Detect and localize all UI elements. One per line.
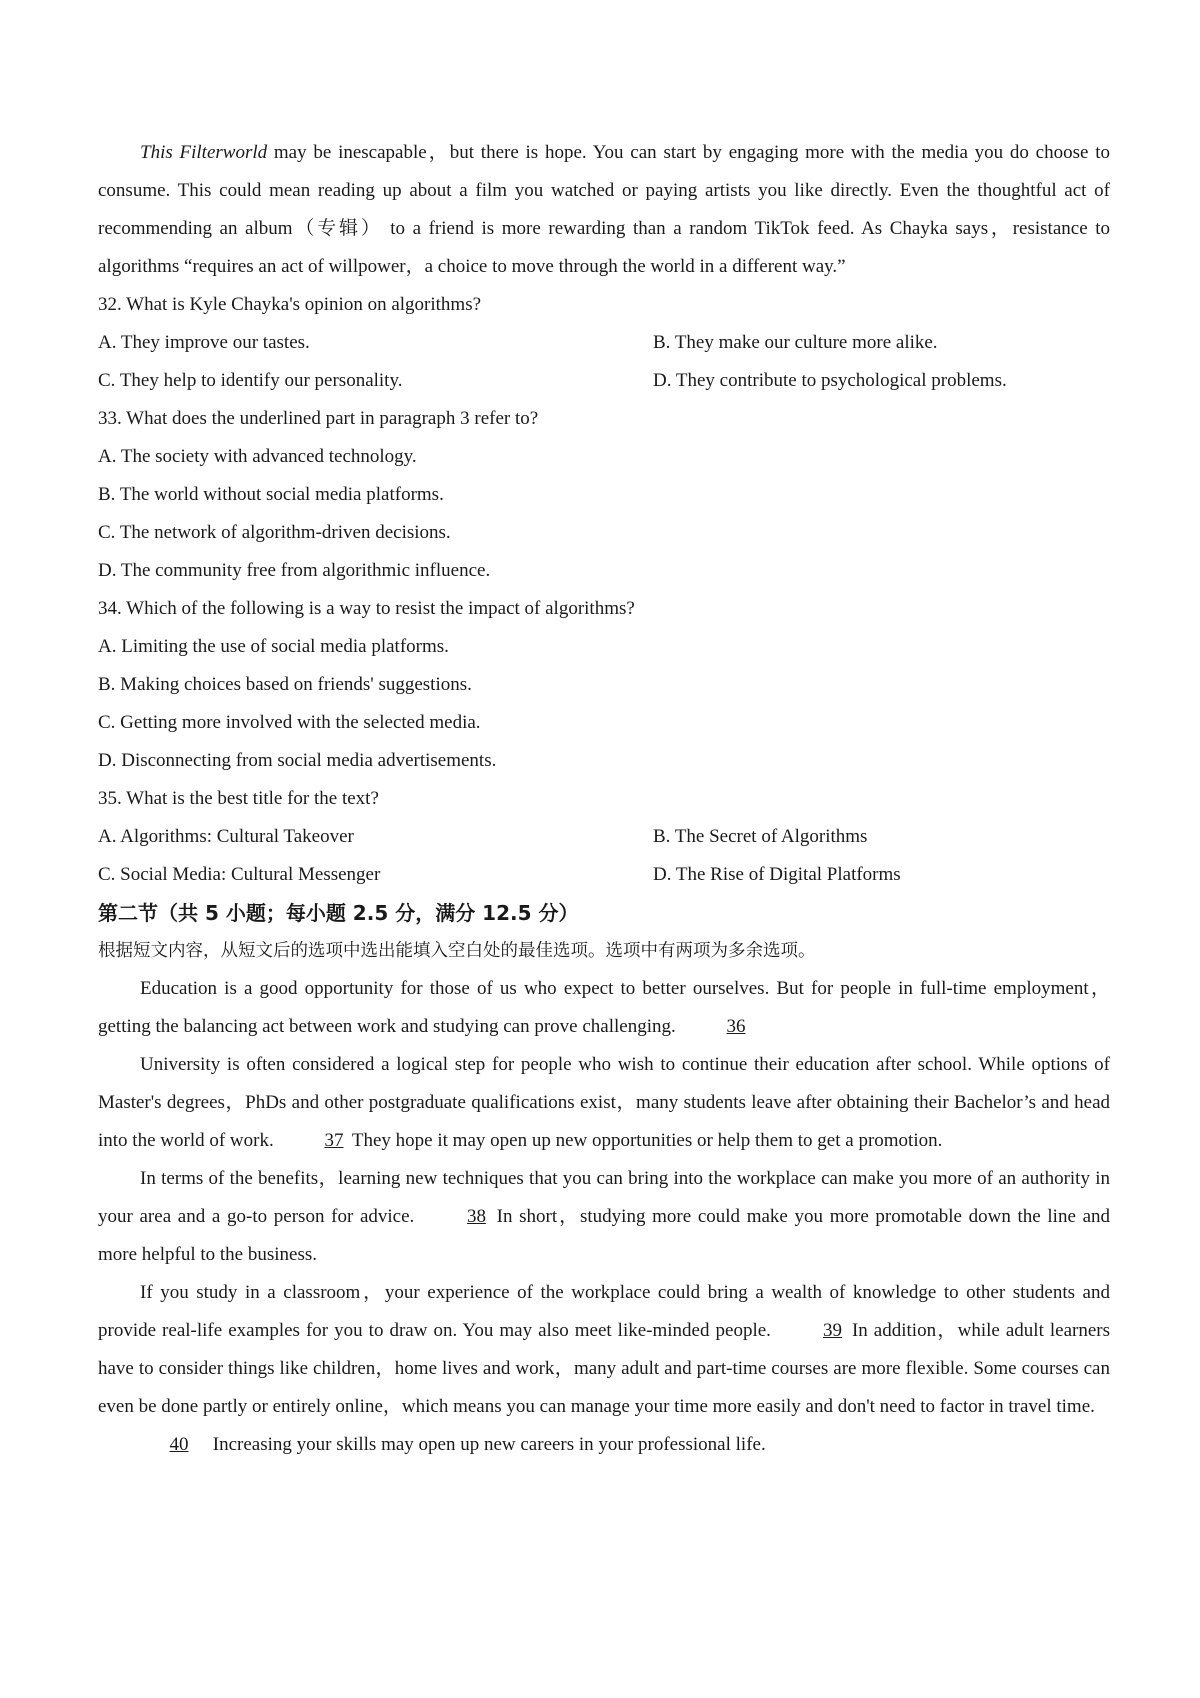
- section-2-heading: 第二节（共 5 小题；每小题 2.5 分，满分 12.5 分）: [98, 901, 579, 925]
- cloze-paragraph-1: [98, 970, 1110, 1046]
- passage-text: may be inescapable，but there is hope. You can start by engaging more with the media you do choose to consume. This could mean reading up about a film you watched or paying artists you like directly. Even the thoughtful act of recommending an album（专辑） to a friend is more rewarding than a random TikTok feed. As Chayka says，resistance to algorithms “requires an act of willpower，a choice to move through the world in a different way.”: [98, 142, 1110, 277]
- cloze-text: In terms of the benefits，learning new techniques that you can bring into the workplace can make you more of an authority in your area and a go-to person for advice.: [98, 1168, 1110, 1227]
- blank-37[interactable]: 37: [324, 1130, 344, 1151]
- question-32-options-row-1: [98, 324, 1110, 362]
- question-33-option-a: A. The society with advanced technology.: [98, 446, 417, 467]
- cloze-paragraph-2: [98, 1046, 1110, 1160]
- question-34-option-d: D. Disconnecting from social media advertisements.: [98, 750, 497, 771]
- blank-36[interactable]: 36: [726, 1016, 746, 1037]
- question-34-stem: 34. Which of the following is a way to resist the impact of algorithms?: [98, 598, 635, 619]
- question-35-options-row-2: [98, 856, 1110, 894]
- question-33-option-b: B. The world without social media platforms.: [98, 484, 444, 505]
- question-33-stem: 33. What does the underlined part in paragraph 3 refer to?: [98, 408, 539, 429]
- blank-40[interactable]: 40: [169, 1434, 189, 1455]
- section-2-instruction: 根据短文内容，从短文后的选项中选出能填入空白处的最佳选项。选项中有两项为多余选项。: [98, 941, 816, 961]
- question-32-option-a: A. They improve our tastes.: [98, 332, 310, 353]
- blank-39[interactable]: 39: [822, 1320, 842, 1341]
- question-35-option-b: B. The Secret of Algorithms: [653, 826, 868, 847]
- passage-title-italic: This Filterworld: [140, 142, 268, 163]
- question-35-option-c: C. Social Media: Cultural Messenger: [98, 864, 381, 885]
- cloze-paragraph-5: [98, 1426, 1110, 1464]
- cloze-text: Education is a good opportunity for those of us who expect to better ourselves. But for people in full-time employment，getting the balancing act between work and studying can prove challenging.: [98, 978, 1110, 1037]
- question-34-option-a: A. Limiting the use of social media platforms.: [98, 636, 449, 657]
- question-34-option-b: B. Making choices based on friends' suggestions.: [98, 674, 472, 695]
- passage-final-paragraph: [98, 134, 1110, 286]
- question-32-option-c: C. They help to identify our personality.: [98, 370, 403, 391]
- question-33-option-d: D. The community free from algorithmic influence.: [98, 560, 491, 581]
- question-32-options-row-2: [98, 362, 1110, 400]
- exam-page: [98, 134, 1110, 1464]
- cloze-text: In addition，while adult learners have to consider things like children，home lives and work，many adult and part-time courses are more flexible. Some courses can even be done partly or entirely online，which means you can manage your time more easily and don't need to factor in travel time.: [98, 1320, 1110, 1417]
- question-35-option-a: A. Algorithms: Cultural Takeover: [98, 826, 354, 847]
- cloze-text: University is often considered a logical step for people who wish to continue their education after school. While options of Master's degrees，PhDs and other postgraduate qualifications exist，many students leave after obtaining their Bachelor’s and head into the world of work.: [98, 1054, 1110, 1151]
- question-32-stem: 32. What is Kyle Chayka's opinion on algorithms?: [98, 294, 482, 315]
- question-32-option-b: B. They make our culture more alike.: [653, 332, 938, 353]
- cloze-text: If you study in a classroom，your experience of the workplace could bring a wealth of knowledge to other students and provide real-life examples for you to draw on. You may also meet like-minded people.: [98, 1282, 1110, 1341]
- question-32-option-d: D. They contribute to psychological problems.: [653, 370, 1007, 391]
- blank-38[interactable]: 38: [466, 1206, 486, 1227]
- question-35-options-row-1: [98, 818, 1110, 856]
- cloze-text: Increasing your skills may open up new careers in your professional life.: [208, 1434, 766, 1455]
- cloze-text: In short，studying more could make you more promotable down the line and more helpful to the business.: [98, 1206, 1111, 1265]
- cloze-paragraph-3: [98, 1160, 1110, 1274]
- cloze-paragraph-4: [98, 1274, 1110, 1426]
- question-34-option-c: C. Getting more involved with the selected media.: [98, 712, 481, 733]
- cloze-text: They hope it may open up new opportunities or help them to get a promotion.: [347, 1130, 943, 1151]
- question-33-option-c: C. The network of algorithm-driven decisions.: [98, 522, 451, 543]
- question-35-stem: 35. What is the best title for the text?: [98, 788, 379, 809]
- question-35-option-d: D. The Rise of Digital Platforms: [653, 864, 901, 885]
